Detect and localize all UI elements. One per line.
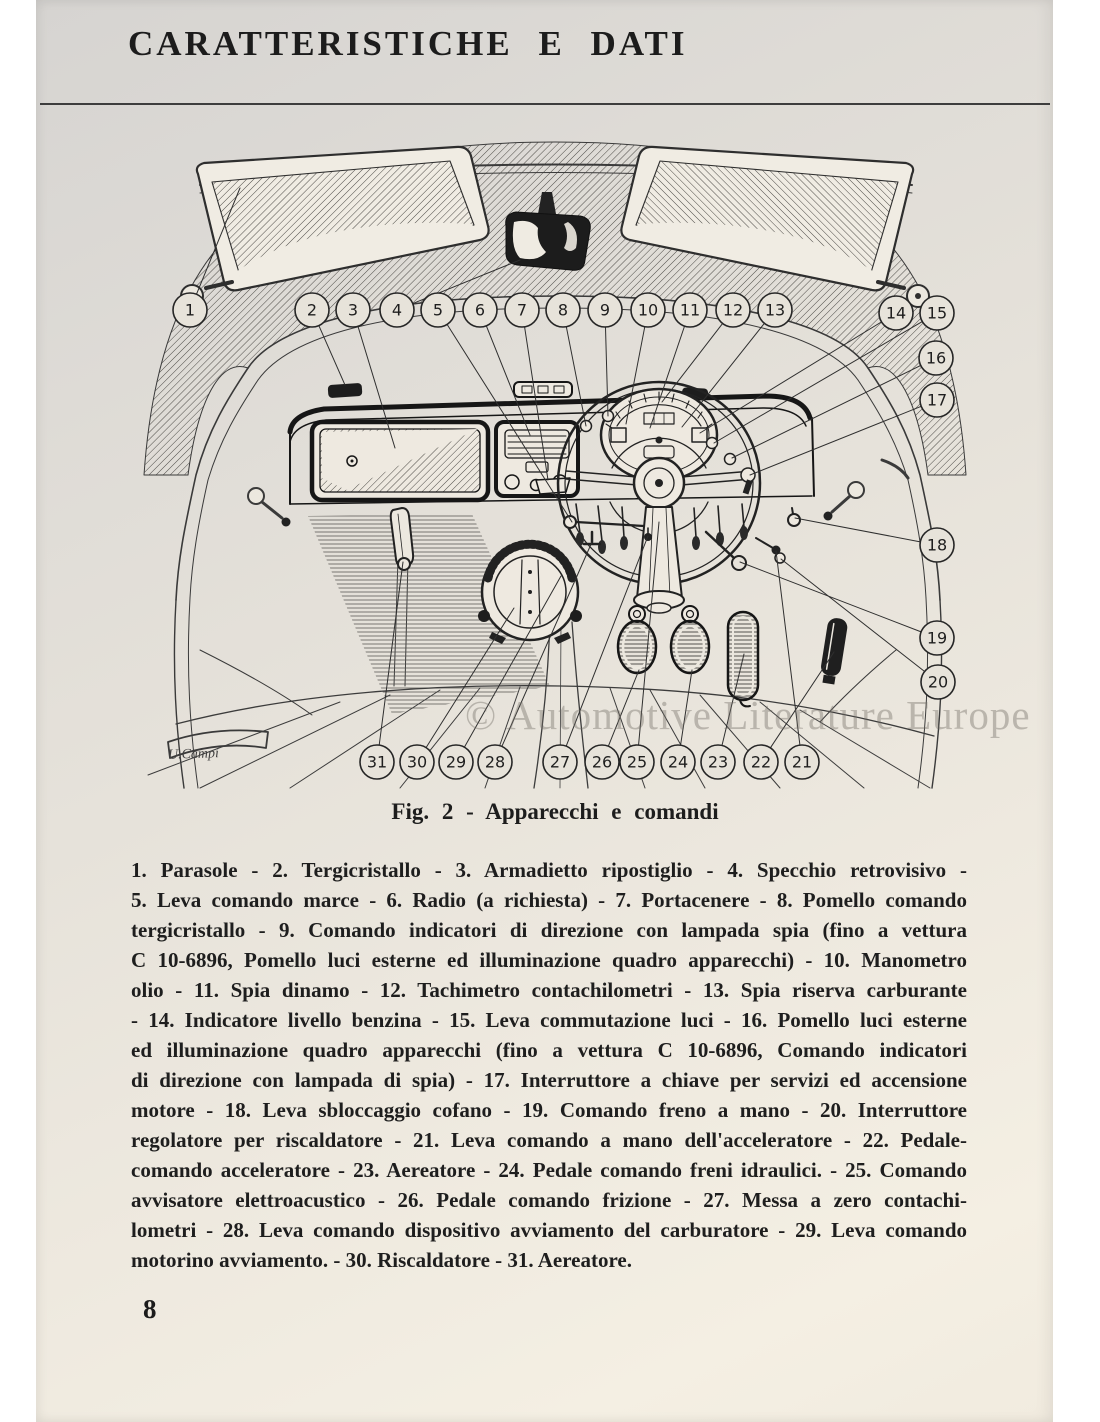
callout-number-22: 22 [750, 752, 772, 772]
callout-number-10: 10 [637, 300, 659, 320]
callout-number-24: 24 [667, 752, 689, 772]
callout-number-6: 6 [474, 300, 486, 320]
callout-number-29: 29 [445, 752, 467, 772]
callout-number-11: 11 [679, 300, 701, 320]
legend-line: motorino avviamento. - 30. Riscaldatore - 31. Aereatore. [131, 1248, 632, 1272]
page-title: CARATTERISTICHE E DATI [128, 24, 688, 63]
watermark: © Automotive Literature Europe [465, 692, 1031, 738]
figure-caption: Fig. 2 - Apparecchi e comandi [391, 799, 719, 824]
leader-line-8 [566, 327, 586, 426]
brake-pedal [671, 606, 709, 673]
callout-number-31: 31 [366, 752, 388, 772]
callout-number-3: 3 [347, 300, 359, 320]
steering-column [637, 507, 682, 598]
legend-line: motore - 18. Leva sbloccaggio cofano - 19. Comando freno a mano - 20. Interruttore [131, 1098, 967, 1122]
legend-line: - 14. Indicatore livello benzina - 15. Leva commutazione luci - 16. Pomello luci esterne [131, 1008, 967, 1032]
legend-line: ed illuminazione quadro apparecchi (fino a vettura C 10-6896, Comando indicatori [131, 1038, 967, 1062]
legend-line: 5. Leva comando marce - 6. Radio (a richiesta) - 7. Portacenere - 8. Pomello comando [131, 888, 967, 912]
callout-number-30: 30 [406, 752, 428, 772]
callout-number-12: 12 [722, 300, 744, 320]
legend-line: olio - 11. Spia dinamo - 12. Tachimetro contachilometri - 13. Spia riserva carburante [131, 978, 967, 1002]
legend-line: 1. Parasole - 2. Tergicristallo - 3. Armadietto ripostiglio - 4. Specchio retrovisivo - [131, 858, 967, 882]
callout-number-16: 16 [925, 348, 947, 368]
callout-number-25: 25 [626, 752, 648, 772]
dashboard [290, 382, 814, 504]
callout-number-14: 14 [885, 303, 907, 323]
defroster-grille [514, 382, 572, 397]
legend-text [131, 855, 967, 1275]
leader-line-18 [795, 518, 920, 542]
callout-number-5: 5 [432, 300, 444, 320]
callout-number-19: 19 [926, 628, 948, 648]
gear-lever [576, 522, 644, 526]
callout-number-13: 13 [764, 300, 786, 320]
legend-line: C 10-6896, Pomello luci esterne ed illuminazione quadro apparecchi) - 10. Manometro [131, 948, 967, 972]
callout-number-18: 18 [926, 535, 948, 555]
legend-line: di direzione con lampada di spia) - 17. Interruttore a chiave per servizi ed accensione [131, 1068, 967, 1092]
leader-line-15 [714, 322, 922, 443]
legend-line: tergicristallo - 9. Comando indicatori di direzione con lampada spia (fino a vettura [131, 918, 967, 942]
callout-number-17: 17 [926, 390, 948, 410]
hand-throttle [756, 538, 773, 548]
legend-line: lometri - 28. Leva comando dispositivo avviamento del carburatore - 29. Leva comando [131, 1218, 967, 1242]
callout-number-23: 23 [707, 752, 729, 772]
callout-number-21: 21 [791, 752, 813, 772]
callout-number-8: 8 [557, 300, 569, 320]
callout-number-1: 1 [184, 300, 196, 320]
callout-number-26: 26 [591, 752, 613, 772]
callout-number-4: 4 [391, 300, 403, 320]
callout-number-7: 7 [516, 300, 528, 320]
artist-signature: U.Campi [167, 746, 220, 763]
legend-line: regolatore per riscaldatore - 21. Leva comando a mano dell'acceleratore - 22. Pedale- [131, 1128, 967, 1152]
callout-number-2: 2 [306, 300, 318, 320]
callout-number-28: 28 [484, 752, 506, 772]
callout-number-15: 15 [926, 303, 948, 323]
header-rule [40, 103, 1050, 105]
legend-line: comando acceleratore - 23. Aereatore - 24. Pedale comando freni idraulici. - 25. Comando [131, 1158, 967, 1182]
callout-number-9: 9 [599, 300, 611, 320]
accelerator-pedal [818, 617, 848, 685]
page-number: 8 [143, 1294, 157, 1324]
leader-line-6 [486, 326, 530, 435]
callout-number-27: 27 [549, 752, 571, 772]
legend-line: avvisatore elettroacustico - 26. Pedale comando frizione - 27. Messa a zero contachi- [131, 1188, 967, 1212]
leader-line-13 [682, 323, 764, 427]
leader-line-14 [700, 322, 882, 433]
leader-line-20 [781, 559, 925, 672]
callout-number-20: 20 [927, 672, 949, 692]
